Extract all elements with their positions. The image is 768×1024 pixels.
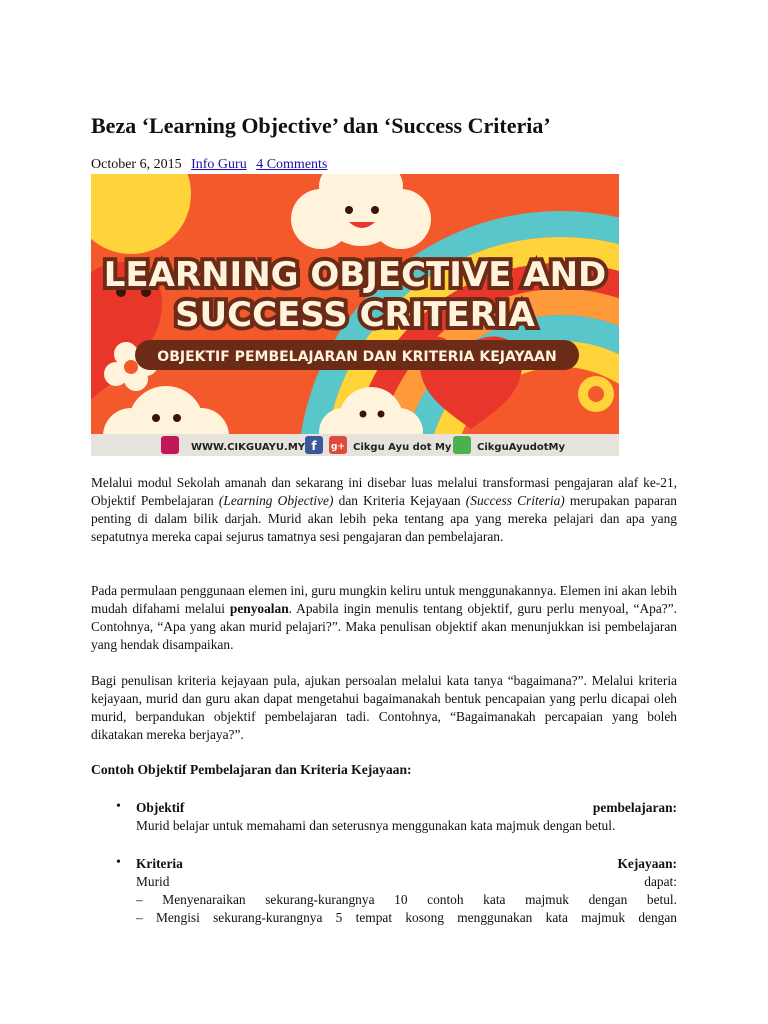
banner-headline-1: LEARNING OBJECTIVE AND: [103, 255, 607, 295]
banner-line-id: CikguAyudotMy: [477, 442, 565, 453]
category-link[interactable]: Info Guru: [191, 157, 247, 172]
svg-text:f: f: [311, 439, 317, 453]
bullet-icon: •: [116, 855, 121, 870]
comments-link[interactable]: 4 Comments: [256, 157, 328, 172]
banner-website: WWW.CIKGUAYU.MY: [191, 442, 306, 453]
paragraph-2: Pada permulaan penggunaan elemen ini, guru mungkin keliru untuk menggunakannya. Elemen ini akan lebih mudah difahami melalui penyoalan. Apabila ingin menulis tentang objektif, guru perlu menyoal, “Apa?”. Contohnya, “Apa yang akan murid pelajari?”. Maka penulisan objektif akan menunjukkan isi pembelajaran yang hendak disampaikan.: [91, 583, 678, 652]
featured-banner-image: [91, 174, 619, 456]
list-item-2-line-3: – Mengisi sekurang-kurangnya 5 tempat kosong menggunakan kata majmuk dengan: [136, 910, 677, 925]
list-item-1-text: Murid belajar untuk memahami dan seterusnya menggunakan kata majmuk dengan betul.: [136, 818, 616, 833]
paragraph-1: Melalui modul Sekolah amanah dan sekarang ini disebar luas melalui transformasi pengajaran alaf ke-21, Objektif Pembelajaran (Learning Objective) dan Kriteria Kejayaan (Success Criteria) merupakan paparan penting di dalam bilik darjah. Murid akan lebih peka tentang apa yang mereka pelajari dan apa yang sepatutnya mereka capai sejurus tamatnya sesi pengajaran dan pembelajaran.: [91, 475, 677, 544]
list-item-2-title: Kriteria Kejayaan:: [136, 856, 677, 871]
bullet-icon: •: [116, 799, 121, 814]
post-date: October 6, 2015: [91, 157, 182, 172]
examples-heading: Contoh Objektif Pembelajaran dan Kriteria Kejayaan:: [91, 762, 412, 777]
banner-subtitle: OBJEKTIF PEMBELAJARAN DAN KRITERIA KEJAYAAN: [157, 349, 557, 365]
post-meta: [91, 156, 327, 174]
list-item-2-line-1: Murid dapat:: [136, 874, 677, 889]
list-item-1-title: Objektif pembelajaran:: [136, 800, 677, 815]
banner-headline-2: SUCCESS CRITERIA: [175, 295, 535, 335]
list-item-2-line-2: – Menyenaraikan sekurang-kurangnya 10 contoh kata majmuk dengan betul.: [136, 892, 677, 907]
banner-gplus: Cikgu Ayu dot My: [353, 442, 452, 453]
post-title: Beza ‘Learning Objective’ dan ‘Success Criteria’: [91, 113, 551, 138]
paragraph-3: Bagi penulisan kriteria kejayaan pula, ajukan persoalan melalui kata tanya “bagaimana?”. Melalui kriteria kejayaan, murid dan guru akan dapat mengetahui bagaimanakah bentuk pencapaian yang perlu dicapai oleh murid, berpandukan objektif pembelajaran tadi. Contohnya, “Bagaimanakah percapaian yang boleh dikatakan mereka berjaya?”.: [91, 673, 677, 742]
svg-text:g+: g+: [331, 442, 345, 452]
